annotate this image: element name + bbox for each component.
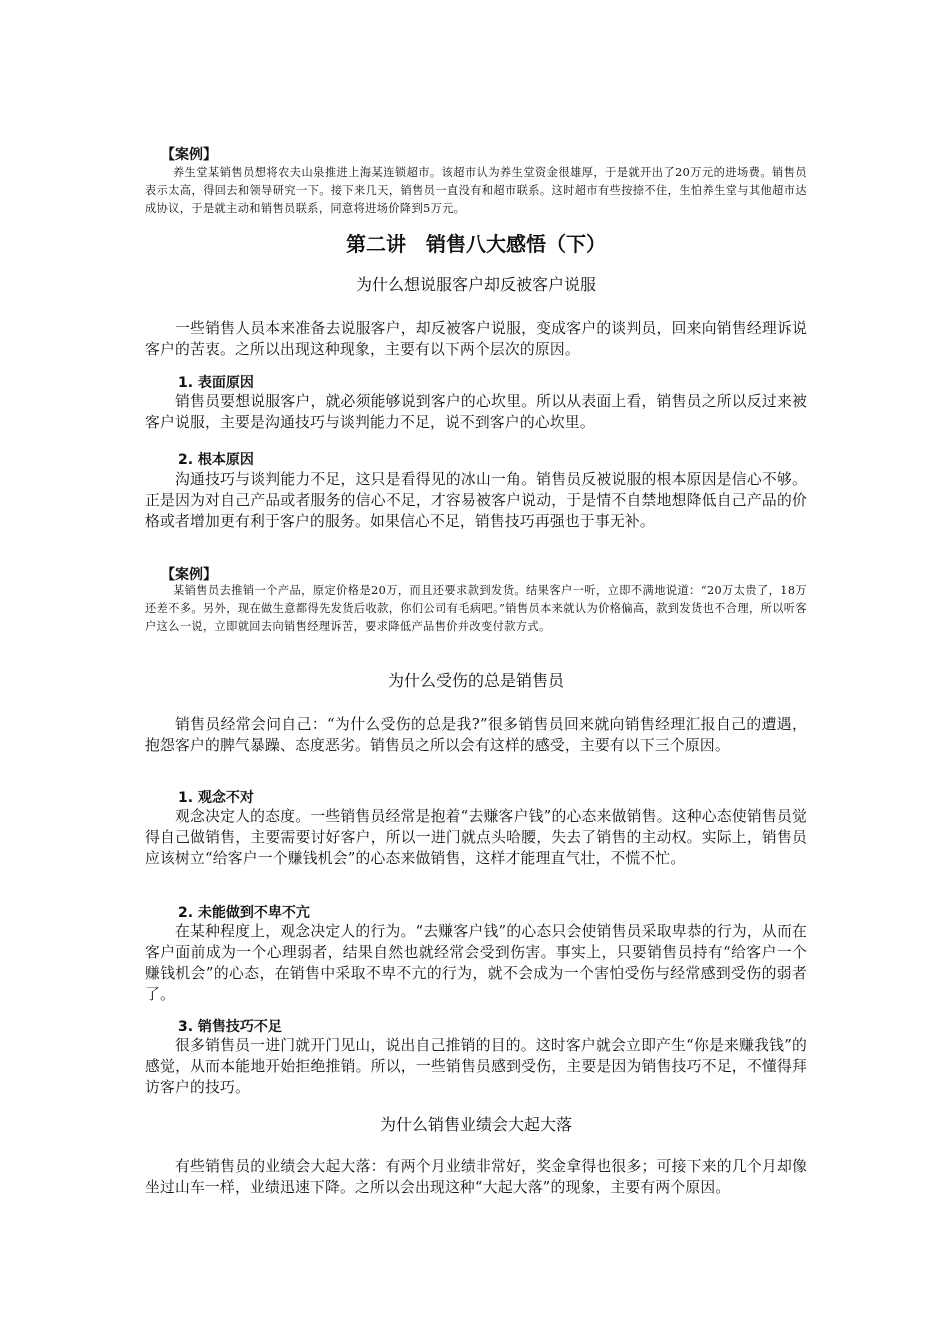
paragraph: 沟通技巧与谈判能力不足，这只是看得见的冰山一角。销售员反被说服的根本原因是信心不够。正是因为对自己产品或者服务的信心不足，才容易被客户说动，于是情不自禁地想降低自己产品的价格或者增加更有利于客户的服务。如果信心不足，销售技巧再强也于事无补。	[145, 471, 807, 530]
paragraph: 一些销售人员本来准备去说服客户，却反被客户说服，变成客户的谈判员，回来向销售经理诉说客户的苦衷。之所以出现这种现象，主要有以下两个层次的原因。	[145, 320, 807, 358]
subheading: 2. 未能做到不卑不亢	[178, 905, 310, 921]
paragraph: 销售员要想说服客户，就必须能够说到客户的心坎里。所以从表面上看，销售员之所以反过来被客户说服，主要是沟通技巧与谈判能力不足，说不到客户的心坎里。	[145, 393, 807, 431]
subheading: 1. 观念不对	[178, 790, 254, 806]
case-label: 【案例】	[161, 147, 217, 163]
case-text: 养生堂某销售员想将农夫山泉推进上海某连锁超市。该超市认为养生堂资金很雄厚，于是就开出了20万元的进场费。销售员表示太高，得回去和领导研究一下。接下来几天，销售员一直没有和超市联系。这时超市有些按捺不住，生怕养生堂与其他超市达成协议，于是就主动和销售员联系，同意将进场价降到5万元。	[145, 166, 807, 215]
section-title: 为什么想说服客户却反被客户说服	[355, 275, 596, 294]
chapter-title: 第二讲 销售八大感悟（下）	[346, 232, 606, 256]
subheading: 3. 销售技巧不足	[178, 1019, 282, 1035]
paragraph: 很多销售员一进门就开门见山，说出自己推销的目的。这时客户就会立即产生“你是来赚我钱”的感觉，从而本能地开始拒绝推销。所以，一些销售员感到受伤，主要是因为销售技巧不足，不懂得拜访客户的技巧。	[145, 1037, 807, 1096]
section-title: 为什么受伤的总是销售员	[387, 671, 564, 690]
case-label: 【案例】	[161, 567, 217, 583]
paragraph: 在某种程度上，观念决定人的行为。“去赚客户钱”的心态只会使销售员采取卑恭的行为，从而在客户面前成为一个心理弱者，结果自然也就经常会受到伤害。事实上，只要销售员持有“给客户一个赚钱机会”的心态，在销售中采取不卑不亢的行为，就不会成为一个害怕受伤与经常感到受伤的弱者了。	[145, 923, 807, 1003]
paragraph: 观念决定人的态度。一些销售员经常是抱着“去赚客户钱”的心态来做销售。这种心态使销售员觉得自己做销售，主要需要讨好客户，所以一进门就点头哈腰，失去了销售的主动权。实际上，销售员应该树立“给客户一个赚钱机会”的心态来做销售，这样才能理直气壮，不慌不忙。	[145, 808, 807, 867]
section-title: 为什么销售业绩会大起大落	[379, 1115, 572, 1134]
paragraph: 销售员经常会问自己：“为什么受伤的总是我?”很多销售员回来就向销售经理汇报自己的遭遇，抱怨客户的脾气暴躁、态度恶劣。销售员之所以会有这样的感受，主要有以下三个原因。	[145, 716, 807, 754]
paragraph: 有些销售员的业绩会大起大落：有两个月业绩非常好，奖金拿得也很多；可接下来的几个月却像坐过山车一样，业绩迅速下降。之所以会出现这种“大起大落”的现象，主要有两个原因。	[145, 1158, 807, 1196]
case-text: 某销售员去推销一个产品，原定价格是20万，而且还要求款到发货。结果客户一听，立即不满地说道：“20万太贵了，18万还差不多。另外，现在做生意都得先发货后收款，你们公司有毛病吧。”销售员本来就认为价格偏高，款到发货也不合理，所以听客户这么一说，立即就回去向销售经理诉苦，要求降低产品售价并改变付款方式。	[145, 584, 807, 633]
subheading: 1. 表面原因	[178, 375, 254, 391]
subheading: 2. 根本原因	[178, 452, 254, 468]
